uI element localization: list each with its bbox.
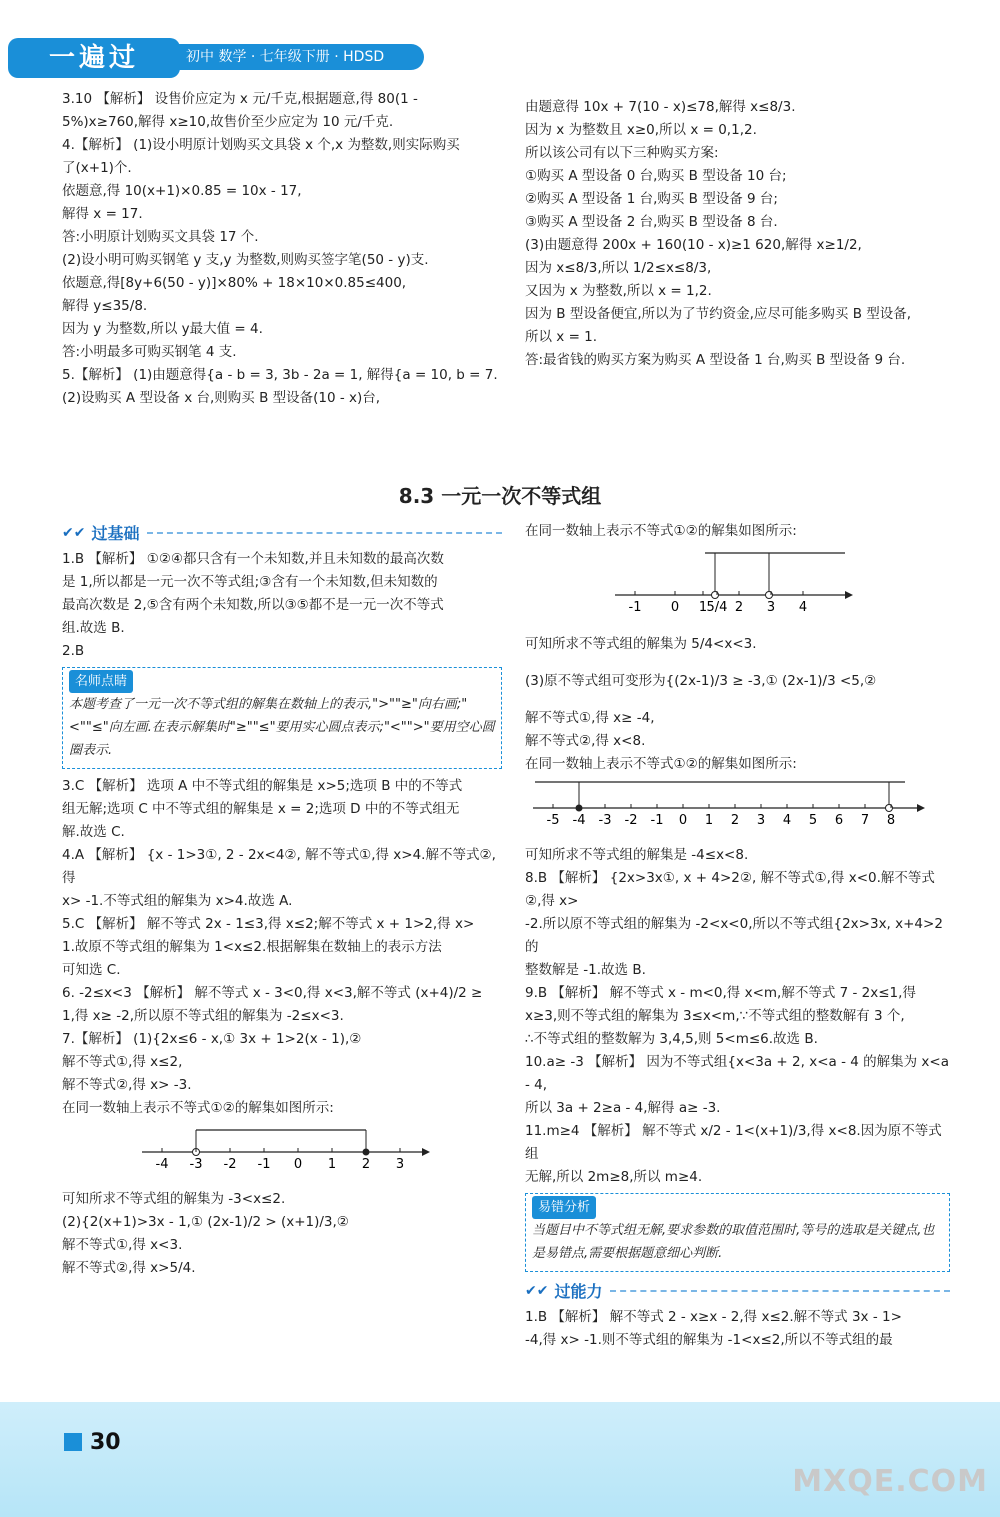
band-basic bbox=[62, 520, 502, 546]
line: 1.B 【解析】 解不等式 2 - x≥x - 2,得 x≤2.解不等式 3x - 1> bbox=[525, 1309, 902, 1325]
line: (3)由题意得 200x + 160(10 - x)≥1 620,解得 x≥1/2, bbox=[525, 237, 862, 253]
line: 3.10 【解析】 设售价应定为 x 元/千克,根据题意,得 80(1 - bbox=[62, 91, 418, 107]
axis-tick-label: 0 bbox=[293, 1157, 303, 1172]
axis-tick-label: -1 bbox=[650, 813, 664, 828]
line: 4.A 【解析】 {x - 1>3①, 2 - 2x<4②, 解不等式①,得 x>4.解不等式②,得 bbox=[62, 847, 496, 886]
line: 8.B 【解析】 {2x>3x①, x + 4>2②, 解不等式①,得 x<0.解不等式②,得 x> bbox=[525, 870, 935, 909]
line: 最高次数是 2,⑤含有两个未知数,所以③⑤都不是一元一次不等式 bbox=[62, 597, 444, 613]
line: 解.故选 C. bbox=[62, 824, 125, 840]
axis-tick-label: -4 bbox=[572, 813, 586, 828]
line: 可知所求不等式组的解集为 -3<x≤2. bbox=[62, 1191, 286, 1207]
line: 解不等式①,得 x≤2, bbox=[62, 1054, 183, 1070]
axis-tick-label: -2 bbox=[223, 1157, 237, 1172]
line: x> -1.不等式组的解集为 x>4.故选 A. bbox=[62, 893, 293, 909]
line: 答:小明最多可购买钢笔 4 支. bbox=[62, 344, 237, 360]
left-basic-column bbox=[62, 518, 502, 1280]
line: 解不等式②,得 x<8. bbox=[525, 733, 646, 749]
number-line-1 bbox=[62, 1120, 502, 1180]
line: ②购买 A 型设备 1 台,购买 B 型设备 9 台; bbox=[525, 191, 778, 207]
band-title: 过基础 bbox=[91, 523, 140, 543]
axis-tick-label: -3 bbox=[189, 1157, 203, 1172]
line: -2.所以原不等式组的解集为 -2<x<0,所以不等式组{2x>3x, x+4>2 的 bbox=[525, 916, 943, 955]
line: 可知所求不等式组的解集为 5/4<x<3. bbox=[525, 636, 757, 652]
axis-tick-label: -1 bbox=[628, 600, 642, 615]
line: 所以 3a + 2≥a - 4,解得 a≥ -3. bbox=[525, 1100, 721, 1116]
line: 由题意得 10x + 7(10 - x)≤78,解得 x≤8/3. bbox=[525, 99, 796, 115]
line: 整数解是 -1.故选 B. bbox=[525, 962, 646, 978]
left-top-text bbox=[62, 88, 502, 410]
line: ③购买 A 型设备 2 台,购买 B 型设备 8 台. bbox=[525, 214, 778, 230]
line: 依题意,得[8y+6(50 - y)]×80% + 18×10×0.85≤400, bbox=[62, 275, 407, 291]
line: 9.B 【解析】 解不等式 x - m<0,得 x<m,解不等式 7 - 2x≤1,得 bbox=[525, 985, 916, 1001]
page-marker bbox=[64, 1433, 82, 1451]
line: 6. -2≤x<3 【解析】 解不等式 x - 3<0,得 x<3,解不等式 (x+4)/2 ≥ bbox=[62, 985, 483, 1001]
axis-tick-label: 2 bbox=[730, 813, 740, 828]
page-header bbox=[0, 30, 1000, 90]
error-text: 当题目中不等式组无解,要求参数的取值范围时,等号的选取是关键点,也是易错点,需要根据题意细心判断. bbox=[532, 1223, 935, 1261]
axis-tick-label: -4 bbox=[155, 1157, 169, 1172]
line: x≥3,则不等式组的解集为 3≤x<m,∵不等式组的整数解有 3 个, bbox=[525, 1008, 905, 1024]
axis-tick-label: 3 bbox=[766, 600, 776, 615]
line: 11.m≥4 【解析】 解不等式 x/2 - 1<(x+1)/3,得 x<8.因为原不等式组 bbox=[525, 1123, 942, 1162]
axis-tick-label: 1 bbox=[327, 1157, 337, 1172]
line: 解得 y≤35/8. bbox=[62, 298, 148, 314]
line: 所以 x = 1. bbox=[525, 329, 598, 345]
line: ①购买 A 型设备 0 台,购买 B 型设备 10 台; bbox=[525, 168, 787, 184]
axis-tick-label: 3 bbox=[756, 813, 766, 828]
band-icon: ✔✔ bbox=[525, 1282, 549, 1299]
right-top-text bbox=[525, 96, 950, 372]
line: 可知所求不等式组的解集是 -4≤x<8. bbox=[525, 847, 749, 863]
tip-tag: 名师点睛 bbox=[69, 670, 133, 693]
axis-tick-label: 3 bbox=[395, 1157, 405, 1172]
line: 1.B 【解析】 ①②④都只含有一个未知数,并且未知数的最高次数 bbox=[62, 551, 444, 567]
line: ∴不等式组的整数解为 3,4,5,则 5<m≤6.故选 B. bbox=[525, 1031, 818, 1047]
axis-tick-label: -2 bbox=[624, 813, 638, 828]
line: (2)设购买 A 型设备 x 台,则购买 B 型设备(10 - x)台, bbox=[62, 390, 381, 406]
line: 因为 x≤8/3,所以 1/2≤x≤8/3, bbox=[525, 260, 712, 276]
line: 5.C 【解析】 解不等式 2x - 1≤3,得 x≤2;解不等式 x + 1>2,得 x> bbox=[62, 916, 475, 932]
line: 组.故选 B. bbox=[62, 620, 125, 636]
line: 在同一数轴上表示不等式①②的解集如图所示: bbox=[62, 1100, 334, 1116]
line: 因为 x 为整数且 x≥0,所以 x = 0,1,2. bbox=[525, 122, 757, 138]
number-line-2 bbox=[525, 543, 945, 625]
line: 了(x+1)个. bbox=[62, 160, 132, 176]
band-title: 过能力 bbox=[554, 1281, 603, 1301]
section-title: 8.3 一元一次不等式组 bbox=[398, 484, 602, 508]
band-line bbox=[610, 1290, 950, 1292]
line: 3.C 【解析】 选项 A 中不等式组的解集是 x>5;选项 B 中的不等式 bbox=[62, 778, 463, 794]
error-box bbox=[525, 1193, 950, 1272]
line: (2)设小明可购买钢笔 y 支,y 为整数,则购买签字笔(50 - y)支. bbox=[62, 252, 429, 268]
line: 解不等式②,得 x> -3. bbox=[62, 1077, 192, 1093]
line: 无解,所以 2m≥8,所以 m≥4. bbox=[525, 1169, 703, 1185]
number-line-3 bbox=[525, 776, 950, 836]
watermark: MXQE.COM bbox=[792, 1464, 988, 1499]
line: -4,得 x> -1.则不等式组的解集为 -1<x≤2,所以不等式组的最 bbox=[525, 1332, 893, 1348]
series-label: 初中 数学 · 七年级下册 · HDSD bbox=[176, 44, 424, 70]
right-basic-column bbox=[525, 520, 950, 1352]
line: 7.【解析】 (1){2x≤6 - x,① 3x + 1>2(x - 1),② bbox=[62, 1031, 362, 1047]
axis-tick-label: -5 bbox=[546, 813, 560, 828]
line: 在同一数轴上表示不等式①②的解集如图所示: bbox=[525, 523, 797, 539]
axis-tick-label: 6 bbox=[834, 813, 844, 828]
line: 组无解;选项 C 中不等式组的解集是 x = 2;选项 D 中的不等式组无 bbox=[62, 801, 460, 817]
axis-tick-label: 4 bbox=[782, 813, 792, 828]
axis-tick-label: 5 bbox=[808, 813, 818, 828]
band-line bbox=[147, 532, 502, 534]
line: 又因为 x 为整数,所以 x = 1,2. bbox=[525, 283, 712, 299]
line: (2){2(x+1)>3x - 1,① (2x-1)/2 > (x+1)/3,② bbox=[62, 1214, 349, 1230]
line: 依题意,得 10(x+1)×0.85 = 10x - 17, bbox=[62, 183, 302, 199]
line: 10.a≥ -3 【解析】 因为不等式组{x<3a + 2, x<a - 4 的解集为 x<a - 4, bbox=[525, 1054, 949, 1093]
brand-logo: 一遍过 bbox=[8, 38, 180, 78]
line: 5.【解析】 (1)由题意得{a - b = 3, 3b - 2a = 1, 解得{a = 10, b = 7. bbox=[62, 367, 498, 383]
axis-tick-label: -3 bbox=[598, 813, 612, 828]
line: 5%)x≥760,解得 x≥10,故售价至少应定为 10 元/千克. bbox=[62, 114, 394, 130]
band-ability bbox=[525, 1278, 950, 1304]
line: 可知选 C. bbox=[62, 962, 121, 978]
axis-tick-label: 1 bbox=[704, 813, 714, 828]
axis-tick-label: 2 bbox=[361, 1157, 371, 1172]
axis-tick-label: 7 bbox=[860, 813, 870, 828]
error-tag: 易错分析 bbox=[532, 1196, 596, 1219]
line: 因为 B 型设备便宜,所以为了节约资金,应尽可能多购买 B 型设备, bbox=[525, 306, 912, 322]
line: 解不等式②,得 x>5/4. bbox=[62, 1260, 196, 1276]
line: 2.B bbox=[62, 643, 85, 659]
line: 1,得 x≥ -2,所以原不等式组的解集为 -2≤x<3. bbox=[62, 1008, 344, 1024]
line: 解不等式①,得 x<3. bbox=[62, 1237, 183, 1253]
line: 4.【解析】 (1)设小明原计划购买文具袋 x 个,x 为整数,则实际购买 bbox=[62, 137, 460, 153]
axis-tick-label: 5/4 bbox=[706, 600, 728, 615]
line: 在同一数轴上表示不等式①②的解集如图所示: bbox=[525, 756, 797, 772]
axis-tick-label: 2 bbox=[734, 600, 744, 615]
line: 1.故原不等式组的解集为 1<x≤2.根据解集在数轴上的表示方法 bbox=[62, 939, 442, 955]
axis-tick-label: 4 bbox=[798, 600, 808, 615]
band-icon: ✔✔ bbox=[62, 524, 86, 541]
page-footer bbox=[0, 1402, 1000, 1517]
axis-tick-label: 1 bbox=[698, 600, 708, 615]
axis-tick-label: 0 bbox=[670, 600, 680, 615]
line: 是 1,所以都是一元一次不等式组;③含有一个未知数,但未知数的 bbox=[62, 574, 438, 590]
tip-text: 本题考查了一元一次不等式组的解集在数轴上的表示,">""≥"向右画;"<""≤"向左画.在表示解集时"≥""≤"要用实心圆点表示;"<"">"要用空心圆圈表示. bbox=[69, 697, 495, 758]
line: 解不等式①,得 x≥ -4, bbox=[525, 710, 655, 726]
page-number: 30 bbox=[90, 1430, 121, 1455]
line: 答:最省钱的购买方案为购买 A 型设备 1 台,购买 B 型设备 9 台. bbox=[525, 352, 906, 368]
line: (3)原不等式组可变形为{(2x-1)/3 ≥ -3,① (2x-1)/3 <5,② bbox=[525, 673, 877, 689]
line: 因为 y 为整数,所以 y最大值 = 4. bbox=[62, 321, 263, 337]
line: 解得 x = 17. bbox=[62, 206, 143, 222]
axis-tick-label: 0 bbox=[678, 813, 688, 828]
axis-tick-label: 8 bbox=[886, 813, 896, 828]
line: 答:小明原计划购买文具袋 17 个. bbox=[62, 229, 259, 245]
line: 所以该公司有以下三种购买方案: bbox=[525, 145, 719, 161]
axis-tick-label: -1 bbox=[257, 1157, 271, 1172]
tip-box bbox=[62, 667, 502, 769]
